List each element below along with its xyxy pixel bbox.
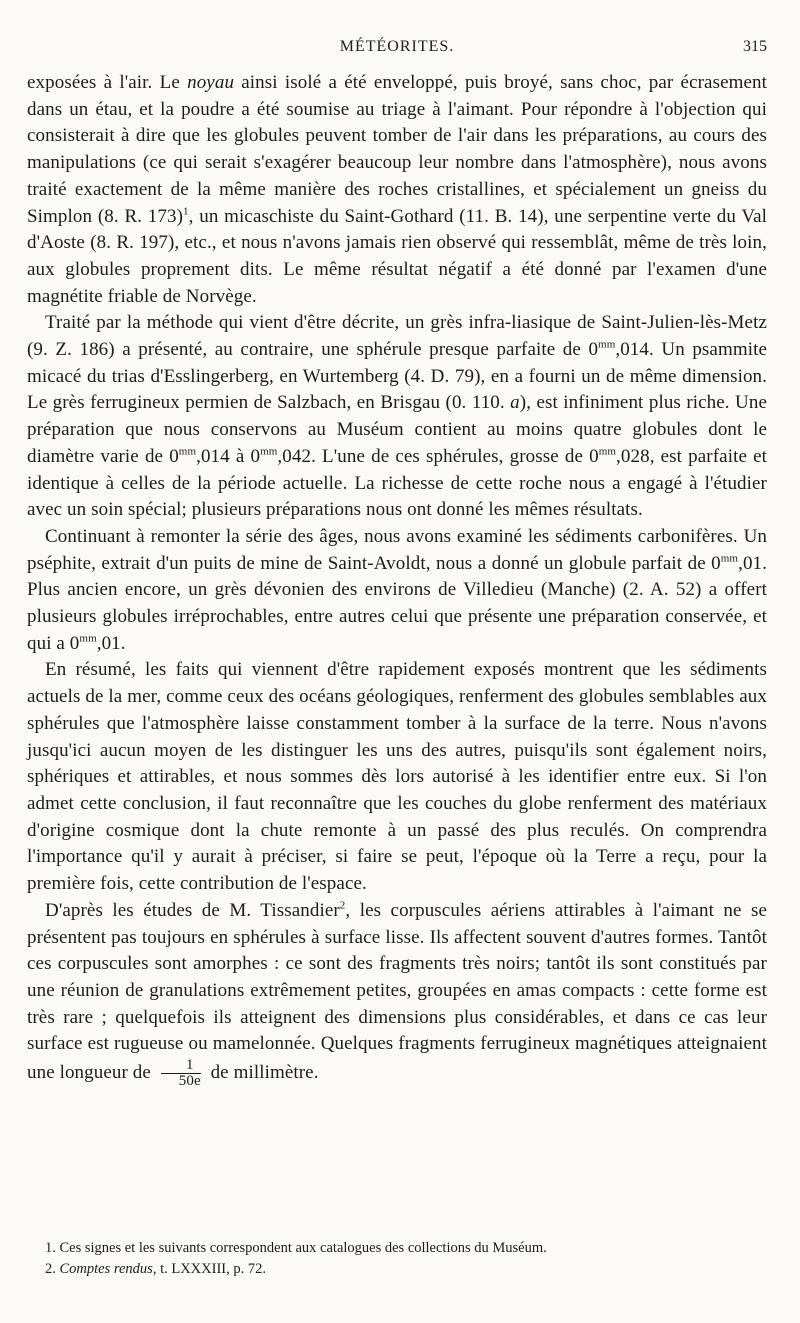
superscript: mm xyxy=(598,445,617,458)
fraction-denominator: 50e xyxy=(178,1073,201,1090)
text-run: ,028, est parfaite et identique à celles de la période actuelle. La richesse de cette roche nous a engagé à l'étudier avec un soin spécial; plusieurs préparations nous ont donné les mêmes résultats. xyxy=(27,445,767,521)
paragraph xyxy=(27,70,767,310)
footnote xyxy=(45,1259,767,1280)
text-run: ainsi isolé a été enveloppé, puis broyé, sans choc, par écrasement dans un étau, et la poudre a été soumise au triage à l'aimant. Pour répondre à l'objection qui consisterait à dire que les globules peuvent tomber de l'air dans les préparations, au cours des manipulations (ce qui serait s'exagérer beaucoup leur nombre dans l'atmosphère), nous avons traité exactement de la même manière des roches cristallines, et spécialement un gneiss du Simplon (8. R. 173) xyxy=(27,72,767,227)
text-run: , un micaschiste du Saint-Gothard (11. B. 14), une serpentine verte du Val d'Aoste (8. R. 197), etc., et nous n'avons jamais rien observé qui ressemblât, même de très loin, aux globules proprement dits. Le même résultat négatif a été donné par l'examen d'une magnétite friable de Norvège. xyxy=(27,205,767,307)
paragraph xyxy=(27,524,767,658)
text-run: 2. xyxy=(45,1261,60,1277)
fraction xyxy=(161,1058,201,1089)
superscript: 1 xyxy=(183,205,189,218)
text-run: ,01. Plus ancien encore, un grès dévonien des environs de Villedieu (Manche) (2. A. 52) a offert plusieurs globules irréprochables, entre autres celui que présente une préparation conservée, et qui a 0 xyxy=(27,552,767,654)
superscript: mm xyxy=(598,338,616,351)
footnote xyxy=(45,1238,767,1259)
superscript: mm xyxy=(178,445,197,458)
text-run: En résumé, les faits qui viennent d'être rapidement exposés montrent que les sédiments actuels de la mer, comme ceux des océans géologiques, renferment des globules semblables aux sphérules que l'atmosphère laisse constamment tomber à la surface de la terre. Nous n'avons jusqu'ici aucun moyen de les distinguer les uns des autres, puisqu'ils sont également noirs, sphériques et attirables, et nous sommes dès lors autorisé à les identifier entre eux. Si l'on admet cette conclusion, il faut reconnaître que les couches du globe renferment des matériaux d'origine cosmique dont la chute remonte à un passé des plus reculés. On comprendra l'importance qu'il y aurait à préciser, si faire se peut, l'époque où la Terre a reçu, pour la première fois, cette contribution de l'espace. xyxy=(27,659,767,895)
text-run: Continuant à remonter la série des âges, nous avons examiné les sédiments carbonifères. Un pséphite, extrait d'un puits de mine de Saint-Avoldt, nous a donné un globule parfait de 0 xyxy=(27,525,767,574)
text-run: Traité par la méthode qui vient d'être décrite, un grès infra-liasique de Saint-Julien-lès-Metz (9. Z. 186) a présenté, au contraire, une sphérule presque parfaite de 0 xyxy=(27,312,767,361)
page-header xyxy=(27,38,767,68)
body-text xyxy=(27,70,767,1089)
italic-text: a xyxy=(510,392,520,414)
text-run: ,014. Un psammite micacé du trias d'Esslingerberg, en Wurtemberg (4. D. 79), en a fourni un de même dimension. Le grès ferrugineux permien de Salzbach, en Brisgau (0. 110. xyxy=(27,339,768,414)
text-run: , les corpuscules aériens attirables à l'aimant ne se présentent pas toujours en sphérules à surface lisse. Ils affectent souvent d'autres formes. Tantôt ces corpuscules sont amorphes : ce sont des fragments très noirs; tantôt ils sont constitués par une réunion de granulations extrêmement petites, groupées en amas compacts : cette forme est très rare ; quelquefois ils atteignent des dimensions plus considérables, et dans ce cas leur surface est rugueuse ou mamelonnée. Quelques fragments ferrugineux magnétiques atteignaient une longueur de xyxy=(27,899,767,1083)
paragraph xyxy=(27,898,767,1089)
superscript: mm xyxy=(720,552,739,565)
text-run: 1. Ces signes et les suivants correspondent aux catalogues des collections du Muséum. xyxy=(45,1240,547,1256)
paragraph xyxy=(27,310,767,524)
text-run: D'après les études de M. Tissandier xyxy=(45,899,340,921)
superscript: mm xyxy=(260,445,278,458)
text-run: de millimètre. xyxy=(205,1061,319,1083)
text-run: , t. LXXXIII, p. 72. xyxy=(152,1261,266,1277)
paragraph xyxy=(27,657,767,897)
superscript: mm xyxy=(79,632,97,645)
text-run: ,042. L'une de ces sphérules, grosse de 0 xyxy=(277,445,599,467)
text-run: ), est infiniment plus riche. Une préparation que nous conservons au Muséum contient au moins quatre globules dont le diamètre varie de 0 xyxy=(27,392,768,467)
italic-text: Comptes rendus xyxy=(59,1261,153,1277)
text-run: exposées à l'air. Le xyxy=(27,72,188,93)
running-title: MÉTÉORITES. xyxy=(339,38,455,55)
text-run: ,014 à 0 xyxy=(196,445,261,467)
superscript: 2 xyxy=(339,899,346,912)
page-number: 315 xyxy=(743,38,767,55)
fraction-numerator: 1 xyxy=(161,1058,201,1074)
text-run: ,01. xyxy=(96,632,126,654)
italic-text: noyau xyxy=(187,72,235,93)
footnotes xyxy=(45,1238,767,1280)
